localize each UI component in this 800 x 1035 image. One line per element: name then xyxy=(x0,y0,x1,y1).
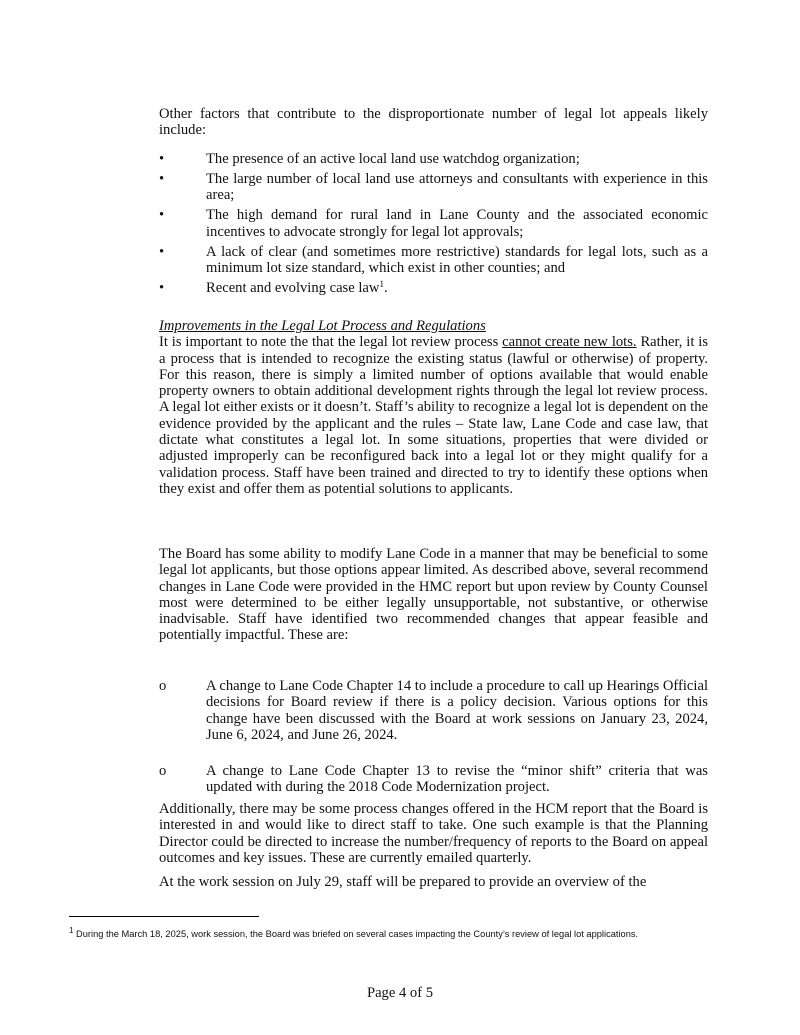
paragraph xyxy=(159,334,708,497)
list-item-text: The presence of an active local land use watchdog organization; xyxy=(206,151,580,167)
list-item-text: A lack of clear (and sometimes more restrictive) standards for legal lots, such as a minimum lot size standard, which exist in other counties; and xyxy=(206,243,708,277)
bullet-icon: • xyxy=(159,243,165,260)
page-number: Page 4 of 5 xyxy=(366,985,434,1001)
footnote-text: During the March 18, 2025, work session, the Board was briefed on several cases impacting the County’s review of legal lot applications. xyxy=(73,929,639,939)
footnote xyxy=(69,928,669,940)
footnote-ref[interactable]: 1 xyxy=(379,279,384,290)
factors-list xyxy=(159,151,708,300)
footnote-separator xyxy=(69,916,259,917)
bullet-icon: • xyxy=(159,207,165,224)
bullet-icon: • xyxy=(159,151,165,167)
circle-bullet-icon: o xyxy=(159,763,167,780)
footnote-number: 1 xyxy=(69,926,74,935)
list-item xyxy=(159,171,708,204)
list-item xyxy=(159,244,708,277)
list-item-text: Recent and evolving case law xyxy=(206,280,380,297)
list-item xyxy=(159,151,708,167)
circle-bullet-icon: o xyxy=(159,678,167,694)
list-item xyxy=(159,763,708,796)
list-item xyxy=(159,207,708,240)
list-item-text: A change to Lane Code Chapter 13 to revise the “minor shift” criteria that was updated with during the 2018 Code Modernization project. xyxy=(206,763,708,796)
list-item-end: . xyxy=(383,280,388,297)
intro-paragraph: Other factors that contribute to the disproportionate number of legal lot appeals likely include: xyxy=(159,106,708,139)
bullet-icon: • xyxy=(159,280,165,297)
paragraph: The Board has some ability to modify Lane Code in a manner that may be beneficial to some legal lot applicants, but those options appear limited. As described above, several recommend changes in Lane Code were provided in the HMC report but upon review by County Counsel most were determined to be either legally unsupportable, not substantive, or otherwise inadvisable. Staff have identified two recommended changes that appear feasible and potentially impactful. These are: xyxy=(159,546,708,644)
list-item xyxy=(159,678,708,743)
changes-list xyxy=(159,678,708,800)
paragraph: At the work session on July 29, staff will be prepared to provide an overview of the xyxy=(159,874,647,890)
paragraph-text: It is important to note the that the legal lot review process xyxy=(159,334,503,351)
paragraph: Additionally, there may be some process changes offered in the HCM report that the Board is interested in and would like to direct staff to take. One such example is that the Planning Director could be directed to increase the number/frequency of reports to the Board on appeal outcomes and key issues. These are currently emailed quarterly. xyxy=(159,801,708,866)
section-body xyxy=(159,318,708,497)
list-item-text: The large number of local land use attorneys and consultants with experience in this area; xyxy=(206,171,708,204)
paragraph-text: Rather, it is a process that is intended to recognize the existing status (lawful or otherwise) of property. For this reason, there is simply a limited number of options available that would enable property owners to obtain additional development rights through the legal lot review process. A legal lot either exists or it doesn’t. Staff’s ability to recognize a legal lot is dependent on the evidence provided by the applicant and the rules – State law, Lane Code and case law, that dictate what constitutes a legal lot. In some situations, properties that were divided or adjusted improperly can be reconfigured back into a legal lot or they might qualify for a validation process. Staff have been trained and directed to try to identify these options when they exist and offer them as potential solutions to applicants. xyxy=(159,334,708,497)
list-item-text: The high demand for rural land in Lane County and the associated economic incentives to advocate strongly for legal lot approvals; xyxy=(206,207,708,240)
bullet-icon: • xyxy=(159,171,165,188)
emphasis-text: cannot create new lots. xyxy=(502,334,637,351)
list-item-text: A change to Lane Code Chapter 14 to include a procedure to call up Hearings Official decisions for Board review if there is a policy decision. Various options for this change have been discussed with the Board at work sessions on January 23, 2024, June 6, 2024, and June 26, 2024. xyxy=(206,678,708,743)
section-heading: Improvements in the Legal Lot Process and Regulations xyxy=(159,318,486,334)
list-item xyxy=(159,280,708,296)
